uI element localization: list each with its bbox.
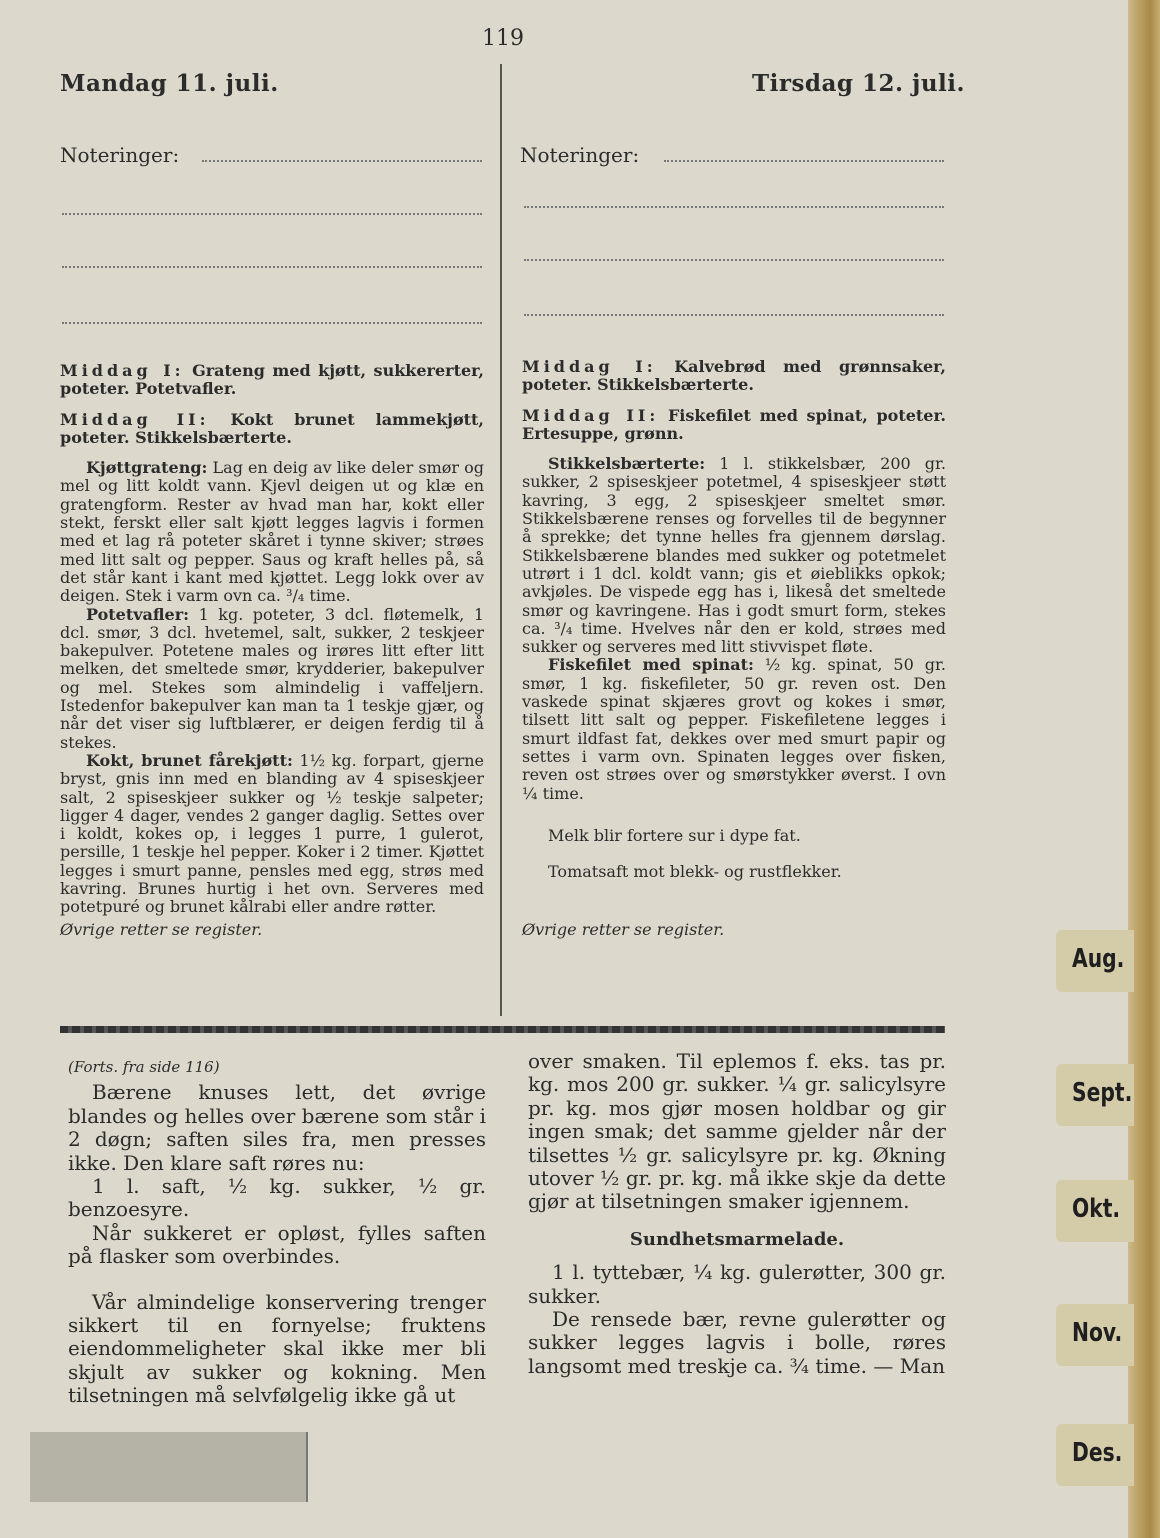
month-tab-okt[interactable]: Okt. xyxy=(1056,1180,1134,1242)
bottom-right-text xyxy=(528,1050,946,1378)
left-notes-line-1 xyxy=(202,160,482,162)
bottom-left-p3: Når sukkeret er opløst, fylles saften på flasker som overbindes. xyxy=(68,1220,486,1269)
left-notes-line-2 xyxy=(62,213,482,215)
left-middag-1: Middag I: Grateng med kjøtt, sukkererter, poteter. Potetvafler. xyxy=(60,361,484,399)
right-notes-line-4 xyxy=(524,314,944,316)
left-day-heading: Mandag 11. juli. xyxy=(60,70,279,97)
left-other-dishes: Øvrige retter se register. xyxy=(60,919,263,939)
right-middag-1: Middag I: Kalvebrød med grønnsaker, poteter. Stikkelsbærterte. xyxy=(522,357,946,395)
right-day-heading: Tirsdag 12. juli. xyxy=(752,70,966,97)
marmelade-title: Sundhetsmarmelade. xyxy=(629,1228,845,1250)
right-notes-label: Noteringer: xyxy=(520,143,640,167)
month-tab-sept[interactable]: Sept. xyxy=(1056,1064,1134,1126)
month-tab-des[interactable]: Des. xyxy=(1056,1424,1134,1486)
bottom-right-p1: over smaken. Til eplemos f. eks. tas pr. kg. mos 200 gr. sukker. ¼ gr. salicylsyre pr. kg. mos gjør mosen holdbar og gir ingen smak; det samme gjelder når der tilsettes ½ gr. salicylsyre pr. kg. Økning utover ½ gr. pr. kg. må ikke skje da dette gjør at tilsetningen smaker igjennem. xyxy=(528,1049,946,1214)
column-divider xyxy=(500,64,502,1016)
left-middag-2: Middag II: Kokt brunet lammekjøtt, poteter. Stikkelsbærterte. xyxy=(60,409,484,447)
library-stamp xyxy=(30,1432,308,1502)
bottom-left-p2: 1 l. saft, ½ kg. sukker, ½ gr. benzoesyre. xyxy=(68,1174,486,1222)
right-recipe-1: Stikkelsbærterte: 1 l. stikkelsbær, 200 gr. sukker, 2 spiseskjeer potetmel, 4 spiseskjeer støtt kavring, 3 egg, 2 spiseskjeer smeltet smør. Stikkelsbærene renses og forvelles til de begynner å sprekke; det tynne helles fra gjennem dørslag. Stikkelsbærene blandes med sukker og potetmelet utrørt i 1 dcl. koldt vann; gis et øieblikks opkok; avkjøles. De vispede egg has i, likeså det smeltede smør og kavringene. Has i godt smurt form, stekes ca. ³/₄ time. Hvelves når den er kold, strøes med sukker og serveres med litt stivvispet fløte. xyxy=(522,454,947,657)
bottom-left-p4: Vår almindelige konservering trenger sikkert til en fornyelse; fruktens eiendommeligheter skal ikke mer bli skjult av sukker og kokning. Men tilsetningen må selvfølgelig ikke gå ut xyxy=(68,1289,486,1408)
left-notes-line-4 xyxy=(62,322,482,324)
right-other-dishes: Øvrige retter se register. xyxy=(522,920,725,940)
continued-reference: (Forts. fra side 116) xyxy=(68,1058,220,1076)
right-notes-line-3 xyxy=(524,259,944,261)
bottom-left-p1: Bærene knuses lett, det øvrige blandes og helles over bærene som står i 2 døgn; saften siles fra, men presses ikke. Den klare saft røres nu: xyxy=(68,1080,486,1175)
left-notes-label: Noteringer: xyxy=(60,143,180,167)
left-recipe-3: Kokt, brunet fårekjøtt: 1½ kg. forpart, gjerne bryst, gnis inn med en blanding av 4 spiseskjeer salt, 2 spiseskjeer sukker og ½ teskje salpeter; ligger 4 dager, vendes 2 ganger daglig. Settes over i koldt, kokes op, i legges 1 purre, 1 gulerot, persille, 1 teskje hel pepper. Koker i 2 timer. Kjøttet legges i smurt panne, pensles med egg, strøs med kavring. Brunes hurtig i het ovn. Serveres med potetpuré og brunet kålrabi eller andre røtter. xyxy=(60,750,484,917)
page-number: 119 xyxy=(482,26,524,51)
horizontal-divider xyxy=(60,1026,945,1033)
left-recipe-2: Potetvafler: 1 kg. poteter, 3 dcl. fløtemelk, 1 dcl. smør, 3 dcl. hvetemel, salt, sukker, 2 teskjeer bakepulver. Potetene males og irøres litt efter litt melken, det smeltede smør, krydderier, bakepulver og mel. Stekes som almindelig i vaffeljern. Istedenfor bakepulver kan man ta 1 teskje gjær, og når det viser sig luftblærer, er deigen ferdig til å stekes. xyxy=(60,604,484,752)
right-tip-2: Tomatsaft mot blekk- og rustflekker. xyxy=(548,862,842,882)
right-recipe-2: Fiskefilet med spinat: ½ kg. spinat, 50 gr. smør, 1 kg. fiskefileter, 50 gr. reven ost. Den vaskede spinat skjæres grovt og kokes i smør, tilsett litt salt og pepper. Fiskefiletene legges i smurt ildfast fat, dekkes over med smurt papir og settes i varm ovn. Spinaten legges over fisken, reven ost strøes over og smørstykker øverst. I ovn ¼ time. xyxy=(522,655,947,803)
bottom-right-p2: 1 l. tyttebær, ¼ kg. gulerøtter, 300 gr. sukker. xyxy=(528,1260,946,1308)
right-tip-1: Melk blir fortere sur i dype fat. xyxy=(548,825,801,845)
month-tab-aug[interactable]: Aug. xyxy=(1056,930,1134,992)
right-notes-line-2 xyxy=(524,206,944,208)
left-recipe-column xyxy=(60,362,484,939)
right-notes-line-1 xyxy=(664,160,944,162)
left-recipe-1: Kjøttgrateng: Lag en deig av like deler smør og mel og litt koldt vann. Kjevl deigen ut og klæ en gratengform. Rester av hvad man har, kokt eller stekt, ferskt eller salt kjøtt legges lagvis i formen med et lag rå poteter skåret i tynne skiver; strøes med litt salt og pepper. Saus og kraft helles på, så det står kant i kant med kjøttet. Legg lokk over av deigen. Stek i varm ovn ca. ³/₄ time. xyxy=(60,458,484,606)
bottom-right-p3: De rensede bær, revne gulerøtter og sukker legges lagvis i bolle, røres langsomt med treskje ca. ¾ time. — Man xyxy=(528,1307,946,1378)
month-tab-nov[interactable]: Nov. xyxy=(1056,1304,1134,1366)
left-notes-line-3 xyxy=(62,266,482,268)
right-recipe-column xyxy=(522,358,946,940)
right-middag-2: Middag II: Fiskefilet med spinat, poteter. Ertesuppe, grønn. xyxy=(522,405,946,443)
bottom-left-text xyxy=(68,1056,486,1408)
